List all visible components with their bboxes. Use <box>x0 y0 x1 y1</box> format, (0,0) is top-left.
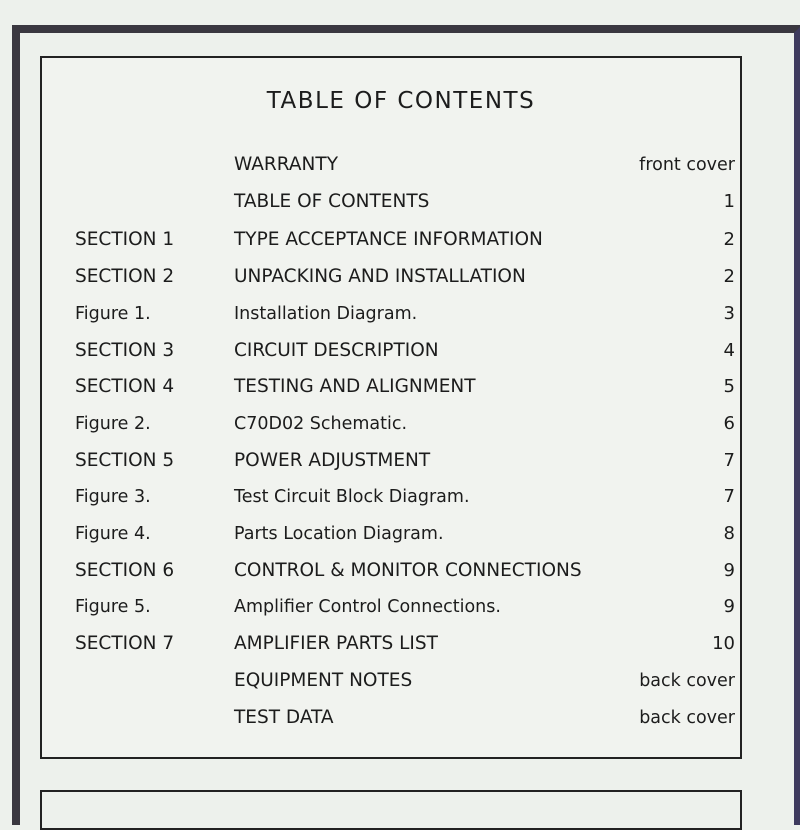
toc-entry-section-2 <box>42 262 740 292</box>
toc-entry-page: 10 <box>712 633 735 654</box>
toc-entry-warranty <box>42 150 740 180</box>
toc-entry-page: 9 <box>723 560 735 581</box>
toc-entry-text: CONTROL & MONITOR CONNECTIONS <box>234 560 582 581</box>
toc-entry-label: SECTION 3 <box>75 340 175 361</box>
toc-entry-text: EQUIPMENT NOTES <box>234 670 413 691</box>
toc-entry-figure-1 <box>42 299 740 329</box>
toc-entry-label: Figure 1. <box>75 304 151 324</box>
toc-entry-label: SECTION 7 <box>75 633 175 654</box>
toc-entry-text: Test Circuit Block Diagram. <box>234 487 470 507</box>
toc-entry-text: TEST DATA <box>234 707 334 728</box>
toc-entry-section-7 <box>42 629 740 659</box>
toc-entry-text: TYPE ACCEPTANCE INFORMATION <box>234 229 543 250</box>
table-of-contents-box <box>40 56 742 759</box>
toc-entry-page: front cover <box>639 155 735 175</box>
toc-entry-page: 7 <box>723 486 735 507</box>
toc-entry-label: SECTION 6 <box>75 560 175 581</box>
toc-entry-page: 7 <box>723 450 735 471</box>
toc-entry-section-4 <box>42 372 740 402</box>
toc-entry-figure-5 <box>42 592 740 622</box>
toc-entry-page: 1 <box>723 191 735 212</box>
toc-entry-section-1 <box>42 225 740 255</box>
toc-entry-test-data <box>42 703 740 733</box>
toc-entry-label: SECTION 2 <box>75 266 175 287</box>
toc-entry-label: SECTION 4 <box>75 376 175 397</box>
toc-entry-label: Figure 4. <box>75 524 151 544</box>
toc-entry-page: 3 <box>723 303 735 324</box>
toc-entry-page: 4 <box>723 340 735 361</box>
toc-entry-page: back cover <box>639 708 735 728</box>
toc-entry-label: Figure 3. <box>75 487 151 507</box>
toc-entry-equipment-notes <box>42 666 740 696</box>
toc-entry-figure-4 <box>42 519 740 549</box>
toc-entry-label: Figure 5. <box>75 597 151 617</box>
toc-entry-page: 8 <box>723 523 735 544</box>
toc-entry-page: 2 <box>723 266 735 287</box>
toc-entry-text: Amplifier Control Connections. <box>234 597 501 617</box>
toc-entry-text: WARRANTY <box>234 154 338 175</box>
toc-entry-text: TABLE OF CONTENTS <box>234 191 430 212</box>
toc-entry-figure-2 <box>42 409 740 439</box>
toc-entry-section-5 <box>42 446 740 476</box>
toc-entry-figure-3 <box>42 482 740 512</box>
toc-entry-page: back cover <box>639 671 735 691</box>
toc-entry-text: Parts Location Diagram. <box>234 524 444 544</box>
next-section-box <box>40 790 742 830</box>
toc-entry-text: Installation Diagram. <box>234 304 418 324</box>
page-title: TABLE OF CONTENTS <box>266 88 536 114</box>
toc-entry-page: 9 <box>723 596 735 617</box>
toc-entry-text: TESTING AND ALIGNMENT <box>234 376 476 397</box>
toc-entry-page: 2 <box>723 229 735 250</box>
toc-entry-text: UNPACKING AND INSTALLATION <box>234 266 526 287</box>
toc-entry-section-3 <box>42 336 740 366</box>
toc-entry-text: CIRCUIT DESCRIPTION <box>234 340 439 361</box>
toc-entry-label: Figure 2. <box>75 414 151 434</box>
toc-entry-page: 5 <box>723 376 735 397</box>
toc-entry-table-of-contents <box>42 187 740 217</box>
toc-entry-text: C70D02 Schematic. <box>234 414 408 434</box>
toc-entry-text: AMPLIFIER PARTS LIST <box>234 633 438 654</box>
toc-entry-text: POWER ADJUSTMENT <box>234 450 431 471</box>
toc-entry-page: 6 <box>723 413 735 434</box>
toc-entry-section-6 <box>42 556 740 586</box>
toc-entry-label: SECTION 1 <box>75 229 175 250</box>
toc-entry-label: SECTION 5 <box>75 450 175 471</box>
